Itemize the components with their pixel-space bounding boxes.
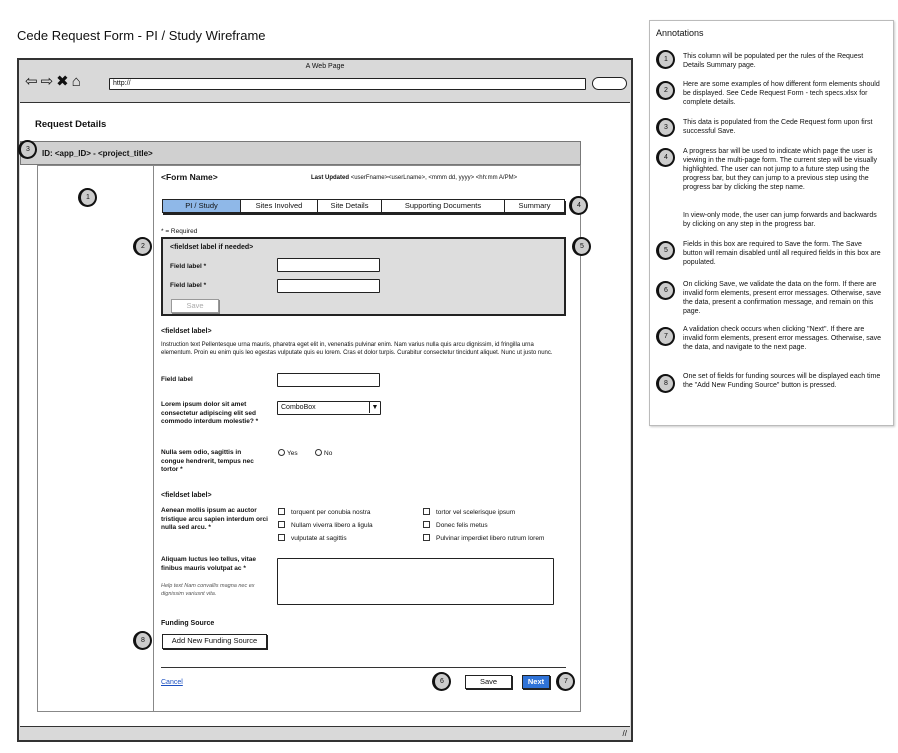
annotation-text-8: One set of fields for funding sources will be displayed each time the "Add New Funding Source" button is pressed. [683,373,881,389]
annotation-marker-5: 5 [572,237,591,256]
annotation-marker-1: 1 [78,188,97,207]
search-input[interactable] [592,77,627,90]
annotation-text-3: This data is populated from the Cede Request form upon first successful Save. [683,119,873,135]
annotation-marker-6: 6 [656,281,675,300]
annotation-marker-2: 2 [133,237,152,256]
checkbox-item[interactable] [278,521,373,530]
radio-label: Nulla sem odio, sagittis in congue hendrerit, tempus nec tortor * [161,449,254,473]
annotations-title: Annotations [656,28,704,38]
checkbox-label: tortor vel scelerisque ipsum [436,509,516,516]
checkbox-label: Donec felis metus [436,522,488,529]
annotation-marker-8: 8 [133,631,152,650]
field-label: Field label [161,376,193,383]
resize-icon[interactable]: // [622,729,627,738]
progress-bar [162,199,565,213]
required-note: * = Required [161,228,198,235]
forward-icon[interactable]: ⇨ [40,73,57,90]
required-field-1-input[interactable] [277,258,380,272]
combo-value: ComboBox [281,404,316,411]
radio-no[interactable] [315,449,332,458]
radio-yes[interactable] [278,449,298,458]
field-input[interactable] [277,373,380,387]
fieldset-label-2: <fieldset label> [161,492,212,499]
annotation-text-2: Here are some examples of how different form elements should be displayed. See Cede Request Form - tech specs.xlsx for complete details. [683,81,880,106]
last-updated-value: <userFname><userLname>, <mmm dd, yyyy> <hh:mm A/PM> [350,175,518,181]
annotation-marker-3: 3 [656,118,675,137]
annotation-text-4b: In view-only mode, the user can jump forwards and backwards by clicking on any step in the progress bar. [683,212,877,228]
help-text: Help text Nam convallis magna nec ex dignissim variusnt vita. [161,583,255,597]
radio-yes-label: Yes [287,450,298,457]
id-bar [20,141,581,165]
tab-supporting-documents[interactable]: Supporting Documents [382,200,505,212]
funding-source-label: Funding Source [161,620,215,627]
checkbox-label: torquent per conubia nostra [291,509,371,516]
required-fieldset-label: <fieldset label if needed> [170,244,254,251]
annotation-marker-3: 3 [18,140,37,159]
radio-no-label: No [324,450,333,457]
last-updated-label: Last Updated [311,175,350,181]
fieldset-save-button-disabled[interactable]: Save [171,299,219,313]
page-title: Cede Request Form - PI / Study Wireframe [17,28,266,43]
annotation-text-1: This column will be populated per the rules of the Request Details Summary page. [683,53,864,69]
checkbox-label: Pulvinar imperdiet libero rutrum lorem [436,535,545,542]
checkbox-item[interactable] [423,534,544,543]
cancel-link[interactable]: Cancel [161,679,183,686]
home-icon[interactable]: ⌂ [71,73,84,90]
browser-title: A Web Page [305,63,345,70]
stop-icon[interactable]: ✖ [56,73,72,90]
field-label-2: Field label * [170,282,207,289]
tab-sites-involved[interactable]: Sites Involved [241,200,318,212]
annotation-marker-1: 1 [656,50,675,69]
combo-box[interactable] [277,401,381,415]
annotation-marker-8: 8 [656,374,675,393]
divider [161,667,566,668]
chevron-down-icon[interactable]: ▼ [369,402,380,413]
checkbox-group-label: Aenean mollis ipsum ac auctor tristique arcu sapien interdum orci nulla sed arcu. * [161,507,268,531]
annotation-marker-2: 2 [656,81,675,100]
next-button[interactable]: Next [522,675,550,689]
checkbox-item[interactable] [278,534,347,543]
required-field-2-input[interactable] [277,279,380,293]
checkbox-item[interactable] [423,521,488,530]
checkbox-item[interactable] [423,508,515,517]
annotation-marker-4: 4 [569,196,588,215]
textarea-label: Aliquam luctus leo tellus, vitae finibus mauris volutpat ac * [161,556,256,572]
tab-summary[interactable]: Summary [518,201,551,210]
annotation-marker-5: 5 [656,241,675,260]
instruction-text: Instruction text Pellentesque urna mauris, pharetra eget elit in, venenatis pulvinar enim. Nam varius nulla quis arcu dignissim, id fringilla urna elementum. Proin eu enim quis leo egestas vulputate quis eu lorem. Cras et dolor turpis. Curabitur consectetur tincidunt aliquet. Nunc ut justo nunc. [161,342,553,356]
annotation-marker-7: 7 [656,327,675,346]
tab-pi-study[interactable]: PI / Study [163,200,241,212]
form-name: <Form Name> [161,172,218,182]
back-icon[interactable]: ⇦ [25,73,41,90]
save-button[interactable]: Save [465,675,512,689]
nav-icons[interactable] [25,72,84,90]
tab-site-details[interactable]: Site Details [318,200,382,212]
url-input[interactable]: http:// [109,78,586,90]
annotation-text-7: A validation check occurs when clicking "Next". If there are invalid form elements, present error messages. Otherwise, save the data, and navigate to the next page. [683,326,882,351]
textarea[interactable] [277,558,554,605]
annotation-marker-7: 7 [556,672,575,691]
checkbox-label: Nullam viverra libero a ligula [291,522,373,529]
annotation-text-6: On clicking Save, we validate the data on the form. If there are invalid form elements, present error messages. Otherwise, save the data, present a confirmation message, and remain on this page. [683,281,882,315]
annotation-marker-6: 6 [432,672,451,691]
annotation-text-4: A progress bar will be used to indicate which page the user is viewing in the multi-page form. The current step will be visually highlighted. The user can not jump to a future step using the progress bar, but they can jump to a previous step using the progress bar by clicking the step name. [683,148,878,191]
annotation-marker-4: 4 [656,148,675,167]
checkbox-label: vulputate at sagittis [291,535,347,542]
combo-label: Lorem ipsum dolor sit amet consectetur adipiscing elit sed commodo interdum molestie? * [161,401,259,425]
field-label-1: Field label * [170,263,207,270]
fieldset-label: <fieldset label> [161,328,212,335]
checkbox-item[interactable] [278,508,371,517]
annotation-text-5: Fields in this box are required to Save the form. The Save button will remain disabled until all required fields in this box are populated. [683,241,881,266]
section-title: Request Details [35,119,107,130]
add-funding-source-button[interactable]: Add New Funding Source [162,634,267,649]
id-text: ID: <app_ID> - <project_title> [42,149,153,158]
